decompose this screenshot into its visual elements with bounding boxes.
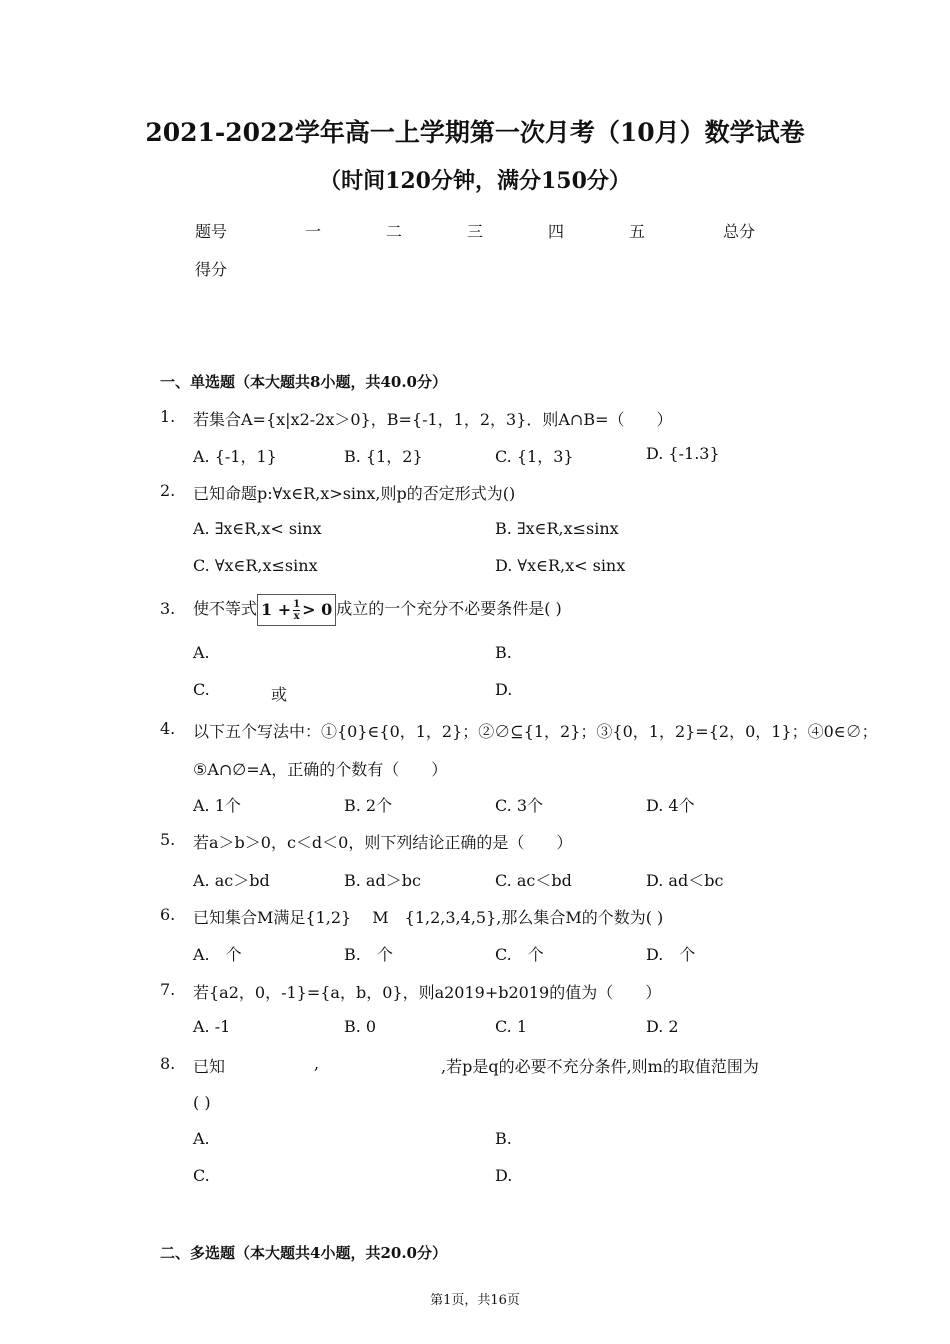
score-table-header-cell: 题号 — [195, 222, 228, 241]
option-a: A. -1 — [193, 1017, 231, 1036]
question-text-before: 使不等式 — [193, 599, 258, 618]
question-text-comma: , — [314, 1054, 320, 1073]
option-a: A. — [193, 643, 210, 662]
option-b: B. ∃x∈R,x≤sinx — [495, 519, 619, 538]
fraction-denominator: x — [293, 610, 300, 622]
fraction-numerator: 1 — [293, 598, 301, 610]
score-table-header-cell: 二 — [385, 222, 402, 241]
option-b: B. — [495, 643, 512, 662]
option-c-extra: 或 — [271, 685, 288, 704]
option-d: D. ∀x∈R,x< sinx — [495, 556, 626, 575]
score-table-header-cell: 五 — [628, 222, 645, 241]
question-text-line-2: ( ) — [193, 1093, 211, 1112]
question-number: 8. — [160, 1054, 176, 1073]
option-a: A. — [193, 1129, 210, 1148]
option-c: C. {1，3} — [495, 447, 574, 466]
question-text: 已知命题p:∀x∈R,x>sinx,则p的否定形式为() — [193, 484, 516, 503]
question-number: 6. — [160, 905, 176, 924]
option-c: C. 个 — [495, 945, 544, 964]
section-heading: 一、单选题（本大题共8小题，共40.0分） — [160, 373, 447, 391]
option-c: C. 3个 — [495, 796, 544, 815]
score-table-header-cell: 四 — [547, 222, 564, 241]
page-footer: 第1页，共16页 — [430, 1293, 520, 1308]
question-text: 若a＞b＞0，c＜d＜0，则下列结论正确的是（ ） — [193, 833, 573, 852]
option-a: A. 1个 — [193, 796, 241, 815]
option-c: C. ∀x∈R,x≤sinx — [193, 556, 318, 575]
section-heading: 二、多选题（本大题共4小题，共20.0分） — [160, 1244, 447, 1262]
option-b: B. — [495, 1129, 512, 1148]
formula-fraction — [293, 599, 300, 622]
question-text — [193, 593, 562, 626]
option-a: A. ∃x∈R,x< sinx — [193, 519, 322, 538]
option-a: A. 个 — [193, 945, 242, 964]
question-number: 2. — [160, 481, 176, 500]
formula-left: 1 + — [261, 599, 292, 619]
option-b: B. 2个 — [344, 796, 393, 815]
option-d: D. 4个 — [646, 796, 695, 815]
option-b: B. 个 — [344, 945, 393, 964]
question-number: 5. — [160, 830, 176, 849]
option-a: A. {-1，1} — [193, 447, 277, 466]
option-d: D. 2 — [646, 1017, 679, 1036]
option-d: D. ad＜bc — [646, 871, 724, 890]
option-d: D. 个 — [646, 945, 696, 964]
question-text: 若{a2，0，-1}={a，b，0}，则a2019+b2019的值为（ ） — [193, 983, 662, 1002]
score-table-header-cell: 总分 — [723, 222, 756, 241]
option-d: D. {-1.3} — [646, 444, 720, 463]
option-b: B. {1，2} — [344, 447, 423, 466]
question-text-line-2: ⑤A∩∅=A，正确的个数有（ ） — [193, 760, 448, 779]
option-b: B. ad＞bc — [344, 871, 421, 890]
option-d: D. — [495, 680, 513, 699]
score-table-header-cell: 三 — [466, 222, 483, 241]
page-subtitle: （时间120分钟，满分150分） — [319, 168, 631, 194]
question-text-rest: ,若p是q的必要不充分条件,则m的取值范围为 — [441, 1057, 759, 1076]
question-text: 已知 — [193, 1057, 226, 1076]
option-c: C. — [193, 1166, 210, 1185]
formula-right: > 0 — [302, 599, 333, 619]
option-c: C. ac＜bd — [495, 871, 572, 890]
question-text: 以下五个写法中：①{0}∈{0，1，2}；②∅⊆{1，2}；③{0，1，2}={2，0，1}；④0∈∅； — [193, 722, 878, 741]
option-b: B. 0 — [344, 1017, 377, 1036]
score-table-header-cell: 一 — [304, 222, 321, 241]
question-number: 3. — [160, 599, 176, 618]
inequality-formula — [257, 594, 336, 626]
question-text-after: 成立的一个充分不必要条件是( ) — [336, 599, 562, 618]
page-title: 2021-2022学年高一上学期第一次月考（10月）数学试卷 — [145, 118, 805, 147]
option-c: C. — [193, 680, 210, 699]
score-table-row-label: 得分 — [195, 260, 228, 279]
question-text: 若集合A={x|x2-2x＞0}，B={-1，1，2，3}．则A∩B=（ ） — [193, 410, 673, 429]
question-number: 7. — [160, 980, 176, 999]
option-a: A. ac＞bd — [193, 871, 270, 890]
option-d: D. — [495, 1166, 513, 1185]
question-number: 4. — [160, 719, 176, 738]
question-number: 1. — [160, 407, 176, 426]
option-c: C. 1 — [495, 1017, 528, 1036]
question-text: 已知集合M满足{1,2} M {1,2,3,4,5},那么集合M的个数为( ) — [193, 908, 664, 927]
